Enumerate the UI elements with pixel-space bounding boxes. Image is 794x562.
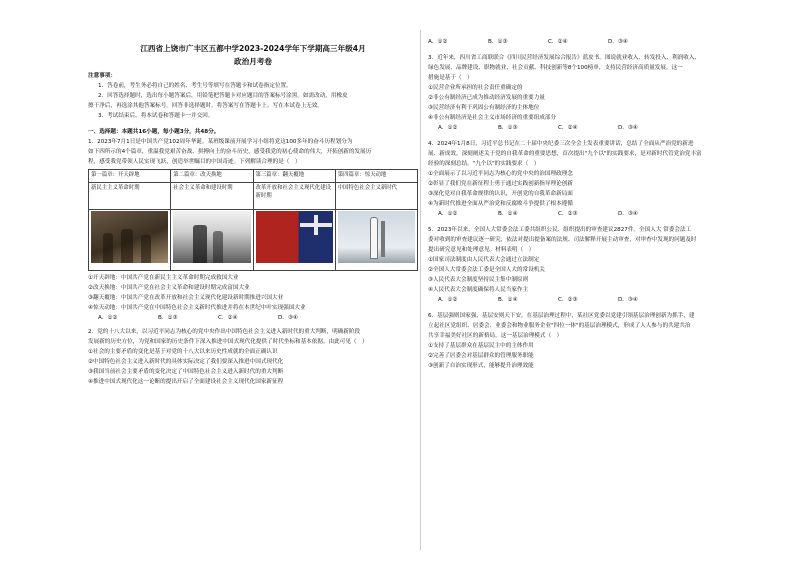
question-text: 6．基层强则国家强，基层安则天下安。在基层治理过程中，某社区党委以党建引领基层治理创新为抓手，建 [428, 313, 695, 319]
question-text: 4．2024年1月8日，习近平总书记在二十届中央纪委三次全会上发表重要讲话，总结了全面从严治党的新进 [428, 141, 694, 147]
option-a[interactable]: A．①② [438, 211, 458, 217]
statement: ④人民代表大会制度确保将人民当家作主 [428, 287, 529, 293]
option-c[interactable]: C．②③ [558, 211, 578, 217]
table-image-cell [253, 210, 335, 271]
question-text: 展、新成效，深刻阐述关于党的自我革命的重要思想，首次提出"九个以"的实践要求，是对新时代管党治党丰富 [428, 151, 702, 157]
table-cell: 中国特色社会主义新时代 [335, 183, 417, 210]
statement: ④非公有制经济是社会主义市场经济的重要组成部分 [428, 115, 557, 121]
statement: ①社会的主要矛盾的变化是基于对党的十八大以来历史性成就的全面正确认识 [88, 349, 278, 355]
table-image-cell [89, 210, 171, 271]
table-image-cell [171, 210, 253, 271]
option-b[interactable]: B．①③ [498, 125, 518, 131]
question-text: 如下四所示的4个篇章，重温我党艰苦奋战、拼搏向上的奋斗历史，感受我党的初心使命的伟大，开拓创新的发展历 [88, 149, 372, 155]
question-text: 措施是基于（ ） [428, 75, 473, 81]
options-row [428, 123, 758, 133]
column-divider [420, 30, 421, 550]
statement: ③深化党对自我革命规律的认识，开创党的自我革命新局面 [428, 191, 573, 197]
statement: ①民营企业所承担的社会责任重确定的 [428, 85, 523, 91]
option-b[interactable]: B．①③ [158, 315, 178, 321]
statement: ④推进中国式现代化这一论断的提出开启了全面建设社会主义现代化国家新征程 [88, 379, 284, 385]
table-header-cell: 第一篇章：开天辟地 [89, 170, 171, 183]
option-d[interactable]: D．③④ [618, 211, 638, 217]
historical-photo-icon [91, 211, 168, 263]
handover-flags-photo-icon [256, 211, 333, 263]
notes-item: 1．答卷前，考生务必将自己的姓名、考生号等填写在答题卡和试卷指定位置。 [98, 83, 292, 89]
exam-title-line2: 政治月考卷 [234, 57, 272, 66]
question-text: 1．2023年7月1日是中国共产党102周年华诞。某班级课前开展学习小组将党这100多年的奋斗历程划分为 [88, 139, 353, 145]
right-column [428, 37, 758, 371]
stages-table [88, 169, 418, 271]
option-a[interactable]: A．①② [438, 297, 458, 303]
option-b[interactable]: B．①④ [498, 297, 518, 303]
statement: ②改天换地：中国共产党在社会主义革命和建设时期完成富国大业 [88, 285, 250, 291]
statement: ④惊天动地：中国共产党在中国特色社会主义新时代推进并将在本世纪中叶实现强国大业 [88, 305, 306, 311]
statement: ①全面展示了以习近平同志为核心的党中央的治国理政理念 [428, 171, 573, 177]
options-row [428, 37, 758, 47]
option-c[interactable]: C．②④ [548, 39, 568, 45]
question-text: 3．近年来，四川省工商联联合《四川民营经济发展综合报告》蓝皮书。图说就业收入、转发投入、利润收入、 [428, 55, 701, 61]
table-cell: 社会主义革命和建设时期 [171, 183, 253, 210]
left-column [88, 28, 418, 387]
statement: ②彰显了我们党在新征程上勇于通过实践创新指导理论创新 [428, 181, 573, 187]
option-c[interactable]: C．②④ [558, 125, 578, 131]
option-a[interactable]: A．①② [438, 125, 458, 131]
question-text: 立起社区党组织、居委会、业委会和物业服务企业"四位一体"的基层治理模式，形成了人人参与的共建共治 [428, 323, 691, 329]
option-d[interactable]: D．③④ [278, 315, 298, 321]
option-d[interactable]: D．③④ [618, 125, 638, 131]
notes-item: 3．考试结束后，将本试卷和答题卡一并交回。 [98, 113, 214, 119]
statement: ②完善了居委会对基层群众的管理服务职能 [428, 353, 534, 359]
section-heading: 一、选择题：本题共16小题，每小题3分，共48分。 [88, 129, 220, 135]
option-b[interactable]: B．①④ [498, 211, 518, 217]
options-row [88, 313, 418, 323]
statement: ②全国人大常委会法工委是全国人大的常设机关 [428, 267, 545, 273]
statement: ①支持了基层群众在基层民主中的主体作用 [428, 343, 534, 349]
option-d[interactable]: D．③④ [618, 297, 638, 303]
statement: ①国家司法制度由人民代表大会通过立法制定 [428, 257, 540, 263]
statement: ①开天辟地：中国共产党在新民主主义革命时期完成救国大业 [88, 275, 239, 281]
question-text: 2．党的十八大以来，以习近平同志为核心的党中央作出中国特色社会主义进入新时代的重大判断，明确新阶段 [88, 329, 361, 335]
statement: ③创新了自治实现形式，能够提升治理效能 [428, 363, 534, 369]
table-cell: 新民主主义革命时期 [89, 183, 171, 210]
notes-item: 2．回答选择题时，选出每小题答案后，用铅笔把答题卡对应题目的答案标号涂黑。如需改动，用橡皮 [98, 93, 348, 99]
rocket-launch-photo-icon [338, 211, 415, 263]
options-row [428, 295, 758, 305]
statement: ②中国特色社会主义进入新时代的具体实际决定了我们要深入推进中国式现代化 [88, 359, 284, 365]
question-text: 5．2023年以来，全国人大常委会法工委共组织公民、组织提出的审查建议2827件。全国人大 常委会法工 [428, 227, 692, 233]
table-header-cell: 第四篇章：惊天动地 [335, 170, 417, 183]
options-row [428, 209, 758, 219]
option-c[interactable]: C．②③ [558, 297, 578, 303]
option-d[interactable]: D．③④ [608, 39, 628, 45]
statement: ②非公有制经济已成为推动经济发展的重要力量 [428, 95, 545, 101]
table-cell: 改革开放和社会主义现代化建设新时期 [253, 183, 335, 210]
notes-heading: 注意事项： [88, 73, 116, 79]
question-text: 绿色发展、品牌建设、职物就业、社会贡献、科技创新等8个100榜单，支持民营经济高质量发展。这一 [428, 65, 683, 71]
question-text: 共享幸福美好社区的新格局。这一基层治理模式（ ） [428, 333, 563, 339]
question-text: 经验的深刻总结。"九个以"的实践要求（ ） [428, 161, 540, 167]
question-text: 委对收到的审查建议逐一研究，依法对提出提备案的法规、司法解释开展主动审查，对审查中发现的问题及时 [428, 237, 697, 243]
statement: ③人民代表大会制度坚持民主集中制原则 [428, 277, 529, 283]
ceremony-photo-icon [173, 211, 250, 263]
notes-item: 擦干净后，再选涂其他答案标号。回答非选择题时，将答案写在答题卡上。写在本试卷上无效。 [88, 103, 323, 109]
option-c[interactable]: C．②④ [218, 315, 238, 321]
question-text: 发展新的历史方位，为党和国家的历史条件下深入推进中国式现代化提供了时代坐标和基本依据。由此可见（ ） [88, 339, 368, 345]
table-header-cell: 第二篇章：改天换地 [171, 170, 253, 183]
statement: ③我国当前社会主要矛盾的变化决定了中国特色社会主义进入新时代的重大判断 [88, 369, 284, 375]
question-text: 提出研究意见和处理意见。材料表明（ ） [428, 247, 535, 253]
option-b[interactable]: B．①③ [488, 39, 508, 45]
statement: ③翻天覆地：中国共产党在改革开放和社会主义现代化建设新时期推进兴国大业 [88, 295, 284, 301]
table-image-cell [335, 210, 417, 271]
statement: ③民营经济有利于巩固公有制经济的主体地位 [428, 105, 540, 111]
question-text: 程，感受我党带领人民实现飞跃，创造举世瞩目的中国奇迹。下列解读合理的是（ ） [88, 159, 301, 165]
exam-title-line1: 江西省上饶市广丰区五都中学2023-2024学年下学期高三年级4月 [140, 44, 366, 53]
statement: ④为新时代推进全面从严治党和反腐败斗争提供了根本遵循 [428, 201, 573, 207]
table-header-cell: 第三篇章：翻天覆地 [253, 170, 335, 183]
option-a[interactable]: A．①② [428, 39, 448, 45]
option-a[interactable]: A．①② [98, 315, 118, 321]
